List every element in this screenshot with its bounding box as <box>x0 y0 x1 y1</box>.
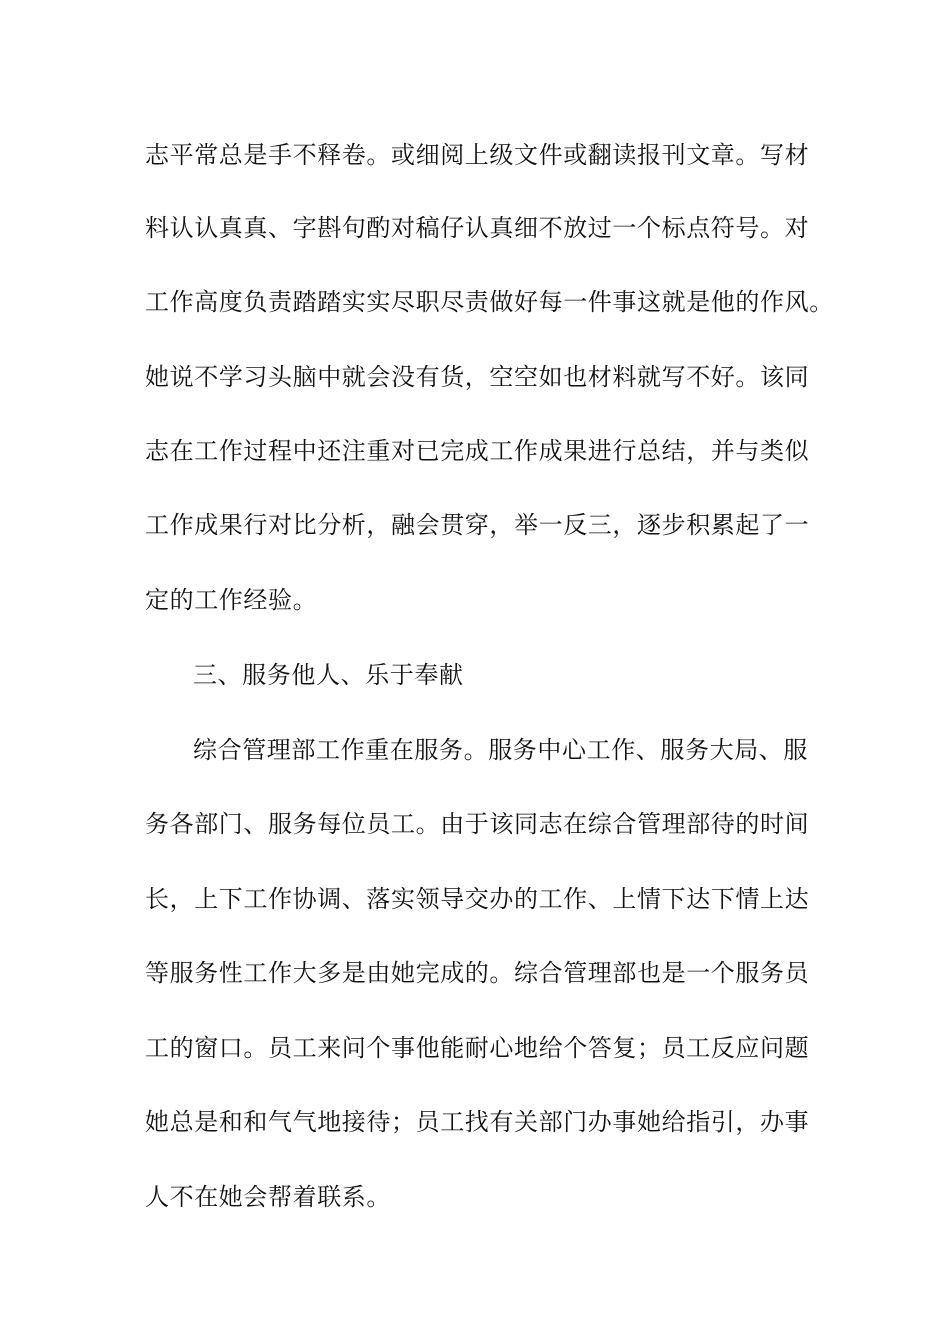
body-text-line: 务各部门、服务每位员工。由于该同志在综合管理部待的时间 <box>145 810 810 838</box>
body-text-line: 工的窗口。员工来问个事他能耐心地给个答复；员工反应问题 <box>145 1034 810 1062</box>
body-text-line: 志平常总是手不释卷。或细阅上级文件或翻读报刊文章。写材 <box>145 141 810 169</box>
body-text-line: 人不在她会帮着联系。 <box>145 1183 391 1211</box>
section-heading: 三、服务他人、乐于奉献 <box>193 661 464 689</box>
body-text-line: 她总是和和气气地接待；员工找有关部门办事她给指引，办事 <box>145 1108 810 1136</box>
body-text-line: 综合管理部工作重在服务。服务中心工作、服务大局、服 <box>193 736 808 764</box>
body-text-line: 工作成果行对比分析，融会贯穿，举一反三，逐步积累起了一 <box>145 511 810 539</box>
body-text-line: 料认认真真、字斟句酌对稿仔认真细不放过一个标点符号。对 <box>145 214 810 242</box>
body-text-line: 她说不学习头脑中就会没有货，空空如也材料就写不好。该同 <box>145 363 810 391</box>
body-text-line: 长，上下工作协调、落实领导交办的工作、上情下达下情上达 <box>145 885 810 913</box>
body-text-line: 定的工作经验。 <box>145 586 318 614</box>
body-text-line: 等服务性工作大多是由她完成的。综合管理部也是一个服务员 <box>145 959 810 987</box>
body-text-line: 志在工作过程中还注重对已完成工作成果进行总结，并与类似 <box>145 437 810 465</box>
body-text-line: 工作高度负责踏踏实实尽职尽责做好每一件事这就是他的作风。 <box>145 288 834 316</box>
